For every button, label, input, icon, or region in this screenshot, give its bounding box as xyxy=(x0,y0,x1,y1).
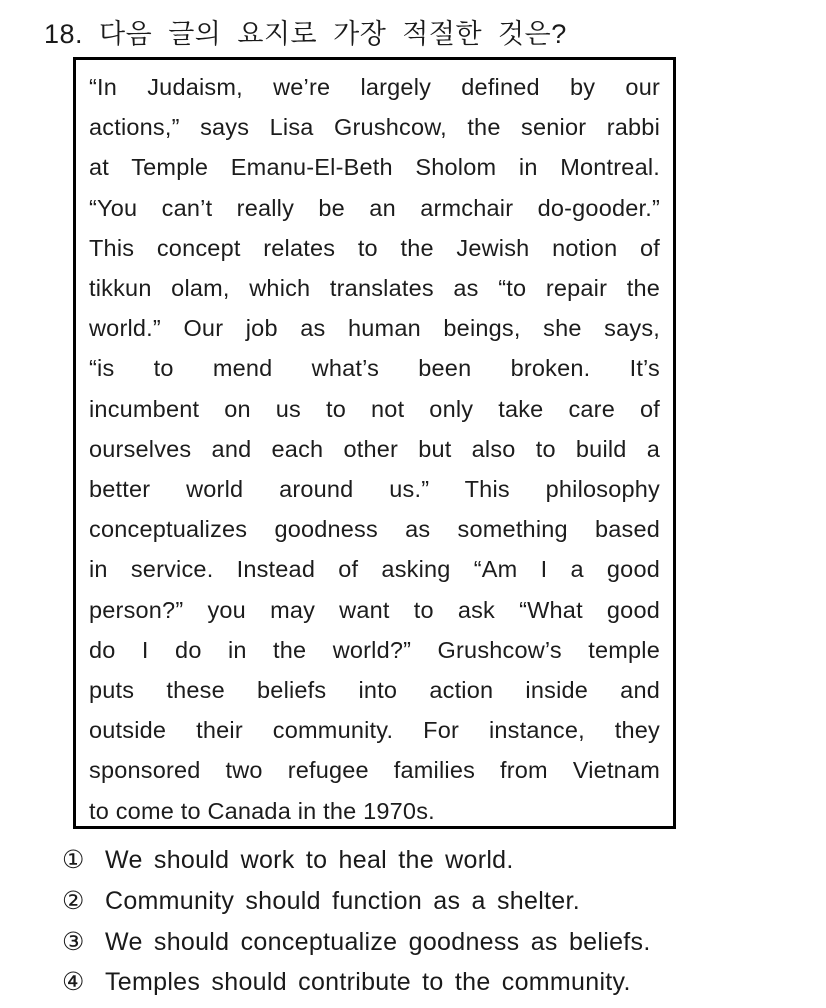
passage-line: puts these beliefs into action inside and xyxy=(89,677,660,704)
passage-line: conceptualizes goodness as something based xyxy=(89,516,660,543)
passage-line: This concept relates to the Jewish notion of xyxy=(89,234,660,261)
passage-line: incumbent on us to not only take care of xyxy=(89,395,660,422)
passage-line: actions,” says Lisa Grushcow, the senior rabbi xyxy=(89,114,660,141)
choice-text: Community should function as a shelter. xyxy=(105,886,580,915)
passage-line: “In Judaism, we’re largely defined by our xyxy=(89,74,660,100)
passage-line: sponsored two refugee families from Vietnam xyxy=(89,757,660,784)
choice-item-4 xyxy=(62,967,802,1008)
passage-line: at Temple Emanu-El-Beth Sholom in Montreal. xyxy=(89,154,660,181)
choice-marker: ④ xyxy=(62,968,85,997)
passage-line: to come to Canada in the 1970s. xyxy=(89,797,435,824)
choice-item-1 xyxy=(62,845,802,886)
question-number: 18. xyxy=(44,19,84,49)
passage-line: ourselves and each other but also to build a xyxy=(89,435,660,462)
choice-marker: ① xyxy=(62,846,85,874)
passage-line: outside their community. For instance, they xyxy=(89,717,660,744)
choice-item-2 xyxy=(62,886,802,927)
choice-text: Temples should contribute to the community. xyxy=(105,968,631,997)
choice-list xyxy=(62,845,802,1008)
passage-line: do I do in the world?” Grushcow’s temple xyxy=(89,636,660,663)
question-header xyxy=(44,12,567,51)
passage-box xyxy=(73,57,676,829)
choice-marker: ② xyxy=(62,886,85,915)
choice-text: We should conceptualize goodness as beliefs. xyxy=(105,927,651,956)
choice-text: We should work to heal the world. xyxy=(105,846,514,874)
passage-line: tikkun olam, which translates as “to repair the xyxy=(89,275,660,302)
passage-line: world.” Our job as human beings, she says, xyxy=(89,315,660,342)
choice-marker: ③ xyxy=(62,927,85,956)
choice-item-3 xyxy=(62,927,802,968)
passage-line: better world around us.” This philosophy xyxy=(89,476,660,503)
question-prompt: 다음 글의 요지로 가장 적절한 것은? xyxy=(99,19,567,49)
passage-line: in service. Instead of asking “Am I a good xyxy=(89,556,660,583)
passage-line: “You can’t really be an armchair do-gooder.” xyxy=(89,194,660,221)
passage-line: person?” you may want to ask “What good xyxy=(89,596,660,623)
passage-line: “is to mend what’s been broken. It’s xyxy=(89,355,660,382)
